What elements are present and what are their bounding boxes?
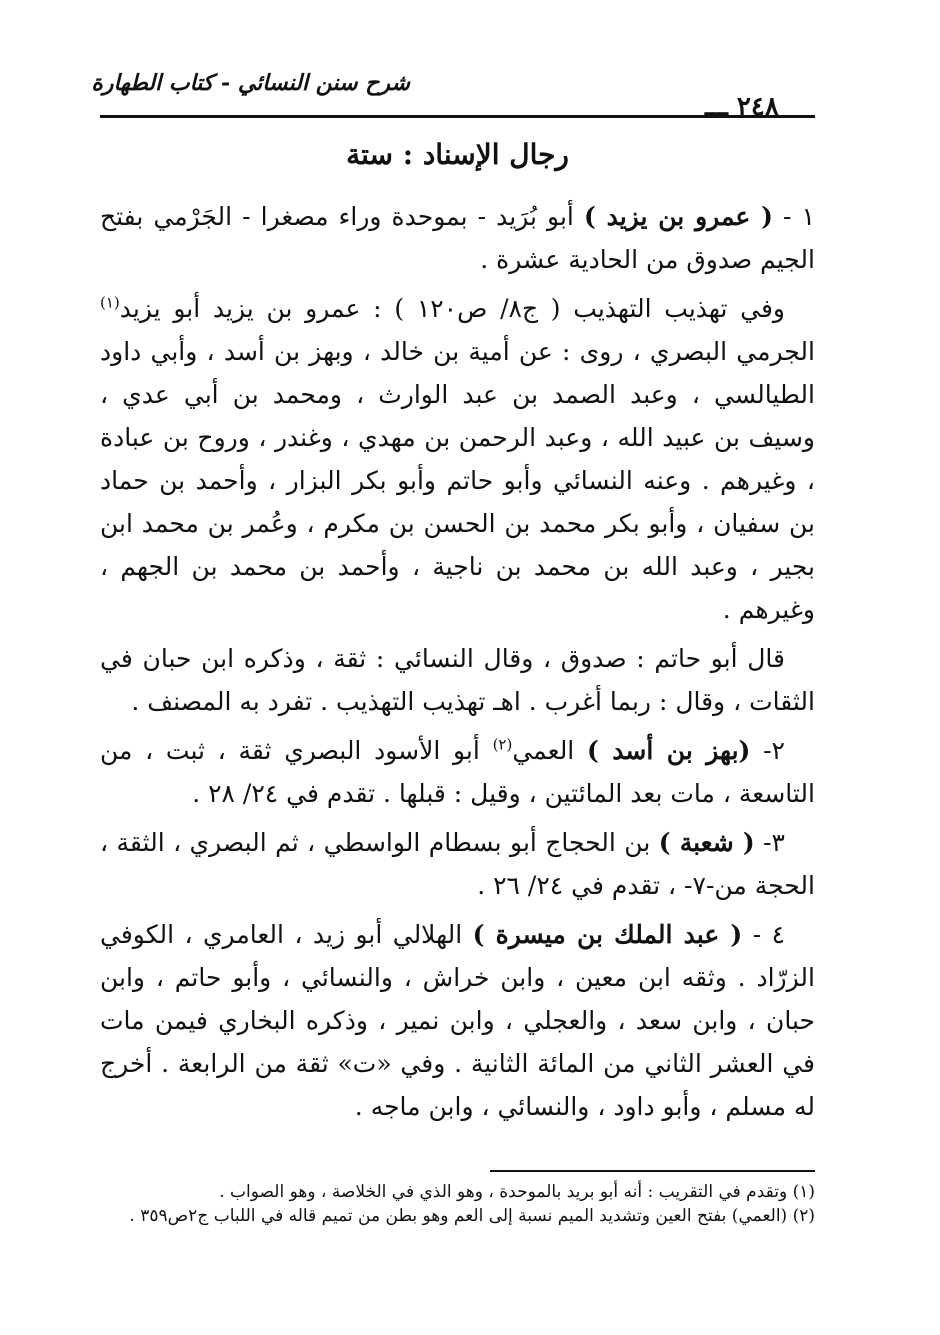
paragraph-entry-3 — [100, 821, 815, 907]
footnote-2: (٢) (العمي) بفتح العين وتشديد الميم نسبة إلى العم وهو بطن من تميم قاله في اللباب ج٢ص٣٥٩ . — [129, 1206, 815, 1226]
narrator-name: ( عبد الملك بن ميسرة ) — [472, 920, 743, 949]
paragraph-entry-2 — [100, 729, 815, 815]
entry-number: ٤ - — [742, 920, 786, 949]
footnote-1: (١) وتقدم في التقريب : أنه أبو بريد بالموحدة ، وهو الذي في الخلاصة ، وهو الصواب . — [219, 1182, 815, 1202]
entry-number: ٣- — [754, 828, 785, 857]
entry-number: ٢- — [750, 736, 785, 765]
footnotes — [100, 1180, 815, 1228]
entry-text: وفي تهذيب التهذيب ( ج٨/ ص١٢٠ ) : عمرو بن يزيد أبو يزيد — [119, 294, 785, 323]
entry-text: أبو بُرَيد - بموحدة وراء مصغرا - الجَرْمي بفتح الجيم صدوق من الحادية عشرة . — [100, 202, 815, 274]
running-header-title: شرح سنن النسائي - كتاب الطهارة — [91, 70, 410, 96]
footnote-divider — [490, 1170, 815, 1172]
entry-text-continued: الجرمي البصري ، روى : عن أمية بن خالد ، وبهز بن أسد ، وأبي داود الطيالسي ، وعبد الصمد بن عبد الوارث ، ومحمد بن أبي عدي ، وسيف بن عبيد الله ، وعبد الرحمن بن مهدي ، وغندر ، وروح بن عبادة ، وغيرهم . وعنه النسائي وأبو حاتم وأبو بكر البزار ، وأحمد بن حماد بن سفيان ، وأبو بكر محمد بن الحسن بن مكرم ، وعُمر بن محمد ابن بجير ، وعبد الله بن محمد بن ناجية ، وأحمد بن محمد بن الجهم ، وغيرهم . — [100, 337, 815, 624]
entry-text: بن الحجاج أبو بسطام الواسطي ، ثم البصري ، الثقة ، الحجة من-٧- ، تقدم في ٢٤/ ٢٦ . — [100, 828, 815, 900]
narrator-name: ( عمرو بن يزيد ) — [583, 202, 773, 231]
entry-text: قال أبو حاتم : صدوق ، وقال النسائي : ثقة ، وذكره ابن حبان في الثقات ، وقال : ربما أغرب . اهـ تهذيب التهذيب . تفرد به المصنف . — [100, 644, 815, 716]
header-divider — [100, 115, 815, 118]
paragraph-entry-4 — [100, 913, 815, 1128]
narrator-name: (بهز بن أسد ) — [586, 736, 751, 765]
narrator-name: ( شعبة ) — [658, 828, 755, 857]
paragraph-tahdhib — [100, 287, 815, 631]
paragraph-entry-1 — [100, 195, 815, 281]
page-number: ٢٤٨ ـــ — [705, 92, 779, 122]
main-text — [100, 195, 815, 1134]
paragraph-grading — [100, 637, 815, 723]
footnote-ref-1: (١) — [100, 293, 120, 312]
entry-text: العمي — [512, 736, 587, 765]
entry-text-continued: أبو الأسود البصري ثقة ، ثبت ، من التاسعة ، مات بعد المائتين ، وقيل : قبلها . تقدم في ٢٤/ ٢٨ . — [100, 736, 815, 808]
footnote-ref-2: (٢) — [492, 735, 513, 754]
entry-text: الهلالي أبو زيد ، العامري ، الكوفي الزرّاد . وثقه ابن معين ، وابن خراش ، والنسائي ، وأبو حاتم ، وابن حبان ، وابن سعد ، والعجلي ، وابن نمير ، وذكره البخاري فيمن مات في العشر الثاني من المائة الثانية . وفي «ت» ثقة من الرابعة . أخرج له مسلم ، وأبو داود ، والنسائي ، وابن ماجه . — [100, 920, 815, 1121]
section-heading: رجال الإسناد : ستة — [346, 138, 569, 171]
entry-number: ١ - — [772, 202, 816, 231]
